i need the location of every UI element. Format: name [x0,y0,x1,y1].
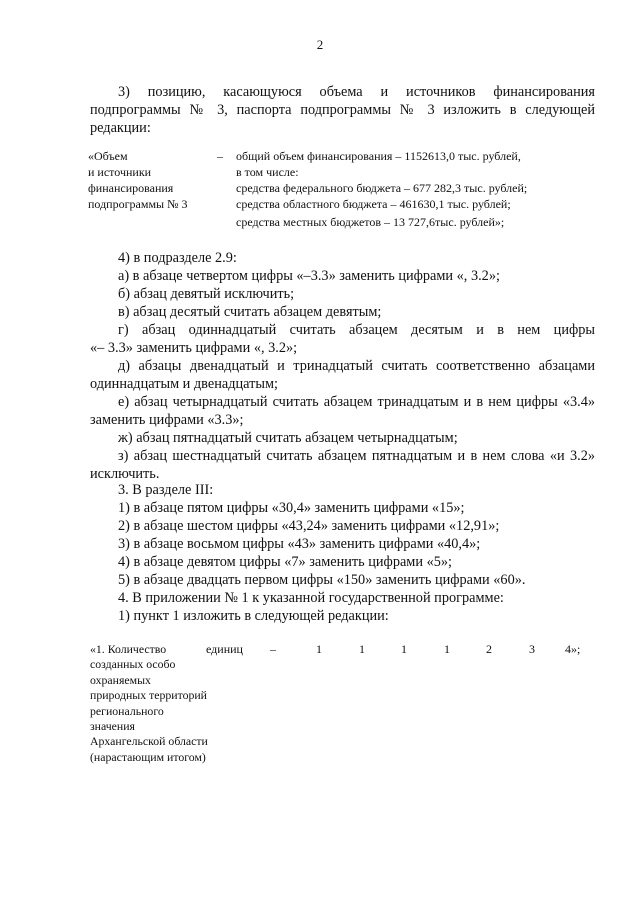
indicator-value: 3 [529,642,535,656]
p3-line2: подпрограммы № 3, паспорта подпрограммы № 3 изложить в следующей [90,102,595,118]
body-line: з) абзац шестнадцатый считать абзацем пятнадцатым и в нем слова «и 3.2» [118,448,595,464]
body-line: 4) в подразделе 2.9: [118,250,237,266]
passport-left-3: финансирования [88,181,174,195]
passport-left-2: и источники [88,165,152,179]
passport-left-1: «Объем [88,149,128,163]
body-line: 1) пункт 1 изложить в следующей редакции: [118,608,389,624]
body-line: а) в абзаце четвертом цифры «–3.3» заменить цифрами «, 3.2»; [118,268,500,284]
p3-line3: редакции: [90,120,151,136]
indicator-name: «1. Количество созданных особо охраняемых природных территорий регионального значения Архангельской области (нарастающим итогом) [90,642,208,764]
body-line: «– 3.3» заменить цифрами «, 3.2»; [90,340,298,356]
body-line: исключить. [90,466,160,482]
body-line: 2) в абзаце шестом цифры «43,24» заменить цифрами «12,91»; [118,518,500,534]
page-number: 2 [316,37,324,52]
indicator-value: 1 [316,642,322,656]
body-line: одиннадцатым и двенадцатым; [90,376,278,392]
indicator-dash: – [270,642,276,656]
passport-left-4: подпрограммы № 3 [88,197,188,211]
body-line: 3) в абзаце восьмом цифры «43» заменить цифрами «40,4»; [118,536,481,552]
passport-right-5: средства местных бюджетов – 13 727,6тыс. рублей»; [236,215,505,229]
indicator-value: 2 [486,642,492,656]
indicator-value: 1 [444,642,450,656]
passport-dash: – [217,149,223,163]
indicator-value: 4»; [565,642,581,656]
body-line: г) абзац одиннадцатый считать абзацем десятым и в нем цифры [118,322,595,338]
indicator-unit: единиц [206,642,243,656]
passport-right-3: средства федерального бюджета – 677 282,3 тыс. рублей; [236,181,528,195]
body-line: 4. В приложении № 1 к указанной государственной программе: [118,590,504,606]
passport-right-2: в том числе: [236,165,299,179]
passport-right-4: средства областного бюджета – 461630,1 тыс. рублей; [236,197,511,211]
body-line: д) абзацы двенадцатый и тринадцатый считать соответственно абзацами [118,358,595,374]
indicator-value: 1 [359,642,365,656]
body-line: 3. В разделе III: [118,482,214,498]
body-line: 4) в абзаце девятом цифры «7» заменить цифрами «5»; [118,554,453,570]
body-line: ж) абзац пятнадцатый считать абзацем четырнадцатым; [118,430,458,446]
body-line: в) абзац десятый считать абзацем девятым; [118,304,382,320]
passport-right-1: общий объем финансирования – 1152613,0 тыс. рублей, [236,149,521,163]
p3-line1: 3) позицию, касающуюся объема и источников финансирования [118,84,595,100]
body-line: 5) в абзаце двадцать первом цифры «150» заменить цифрами «60». [118,572,526,588]
indicator-value: 1 [401,642,407,656]
body-line: б) абзац девятый исключить; [118,286,295,302]
body-line: заменить цифрами «3.3»; [90,412,244,428]
body-line: 1) в абзаце пятом цифры «30,4» заменить цифрами «15»; [118,500,465,516]
body-line: е) абзац четырнадцатый считать абзацем тринадцатым и в нем цифры «3.4» [118,394,595,410]
